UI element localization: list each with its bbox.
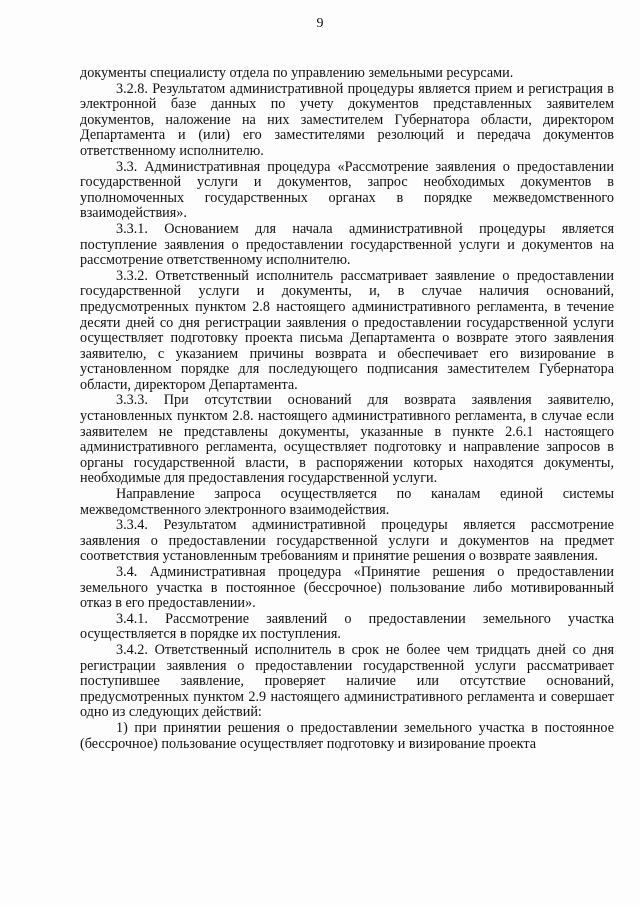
paragraph-3-4: 3.4. Административная процедура «Принятие решения о предоставлении земельного участка в постоянное (бессрочное) пользование либо мотивированный отказ в его предоставлении». [80, 564, 614, 612]
paragraph-3-4-1: 3.4.1. Рассмотрение заявлений о предоставлении земельного участка осуществляется в порядке их поступления. [80, 610, 614, 643]
document-body [80, 66, 614, 752]
paragraph-request-channel: Направление запроса осуществляется по каналам единой системы межведомственного электронного взаимодействия. [80, 486, 614, 518]
paragraph-list-item-1: 1) при принятии решения о предоставлении земельного участка в постоянное (бессрочное) пользование осуществляет подготовку и визирование проекта [80, 719, 614, 752]
paragraph-3-3-2: 3.3.2. Ответственный исполнитель рассматривает заявление о предоставлении государственной услуги и документы, и, в случае наличия оснований, предусмотренных пунктом 2.8 настоящего административного регламента, в течение десяти дней со дня регистрации заявления о предоставлении государственной услуги осуществляет подготовку проекта письма Департамента о возврате этого заявления заявителю, с указанием причины возврата и обеспечивает его визирование в установленном порядке для последующего подписания заместителем Губернатора области, директором Департамента. [80, 267, 614, 393]
page-number: 9 [316, 16, 324, 31]
paragraph-3-2-8: 3.2.8. Результатом административной процедуры является прием и регистрация в электронной базе данных по учету документов представленных заявителем документов, наложение на них заместителем Губернатора области, директором Департамента и (или) его заместителями резолюций и передача документов ответственному исполнителю. [80, 80, 614, 159]
paragraph-3-3-3: 3.3.3. При отсутствии оснований для возврата заявления заявителю, установленных пунктом 2.8. настоящего административного регламента, в случае если заявителем не представлены документы, указанные в пункте 2.6.1 настоящего административного регламента, осуществляет подготовку и направление запросов в органы государственной власти, в распоряжении которых находятся документы, необходимые для предоставления государственной услуги. [80, 392, 614, 487]
paragraph-3-3-1: 3.3.1. Основанием для начала административной процедуры является поступление заявления о предоставлении государственной услуги и документов на рассмотрение ответственному исполнителю. [80, 220, 614, 269]
paragraph-3-3: 3.3. Административная процедура «Рассмотрение заявления о предоставлении государственной услуги и документов, запрос необходимых документов в уполномоченных государственных органах в порядке межведомственного взаимодействия». [80, 158, 614, 222]
paragraph-3-4-2: 3.4.2. Ответственный исполнитель в срок не более чем тридцать дней со дня регистрации заявления о предоставлении государственной услуги рассматривает поступившее заявление, проверяет наличие или отсутствие оснований, предусмотренных пунктом 2.9 настоящего административного регламента и совершает одно из следующих действий: [80, 641, 614, 721]
paragraph-continuation: документы специалисту отдела по управлению земельными ресурсами. [80, 65, 514, 81]
paragraph-3-3-4: 3.3.4. Результатом административной процедуры является рассмотрение заявления о предоставлении государственной услуги и документов на предмет соответствия установленным требованиям и принятие решения о возврате заявления. [80, 517, 614, 565]
